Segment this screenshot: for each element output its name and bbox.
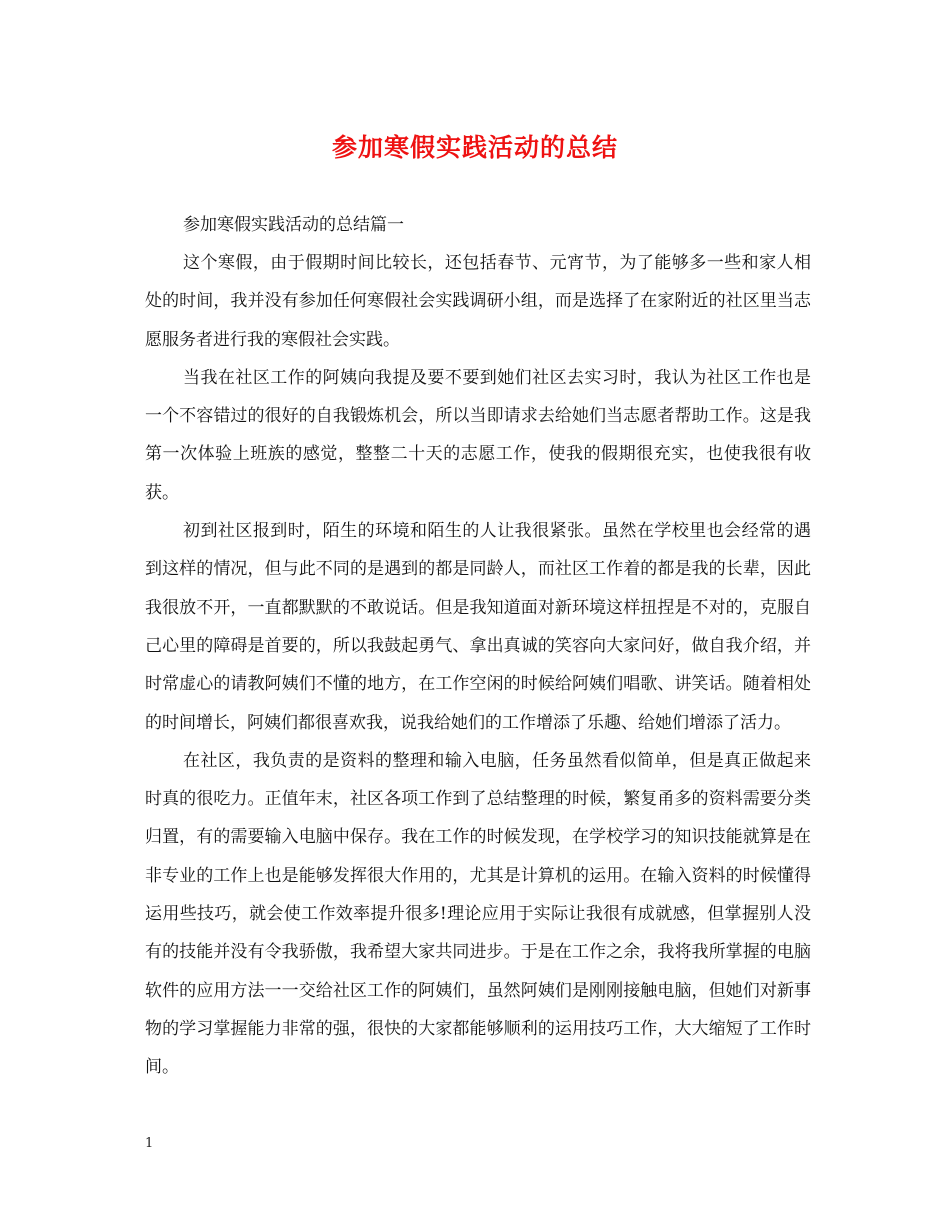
document-title: 参加寒假实践活动的总结: [331, 133, 618, 162]
paragraph-2: 当我在社区工作的阿姨向我提及要不要到她们社区去实习时，我认为社区工作也是一个不容错过的很好的自我锻炼机会，所以当即请求去给她们当志愿者帮助工作。这是我第一次体验上班族的感觉，整整二十天的志愿工作，使我的假期很充实，也使我很有收获。: [145, 367, 811, 503]
section-subtitle: 参加寒假实践活动的总结篇一: [183, 215, 404, 235]
paragraph-3: 初到社区报到时，陌生的环境和陌生的人让我很紧张。虽然在学校里也会经常的遇到这样的情况，但与此不同的是遇到的都是同龄人，而社区工作着的都是我的长辈，因此我很放不开，一直都默默的不敢说话。但是我知道面对新环境这样扭捏是不对的，克服自己心里的障碍是首要的，所以我鼓起勇气、拿出真诚的笑容向大家问好，做自我介绍，并时常虚心的请教阿姨们不懂的地方，在工作空闲的时候给阿姨们唱歌、讲笑话。随着相处的时间增长，阿姨们都很喜欢我，说我给她们的工作增添了乐趣、给她们增添了活力。: [145, 521, 811, 733]
page-number: 1: [145, 1136, 154, 1151]
paragraph-1: 这个寒假，由于假期时间比较长，还包括春节、元宵节，为了能够多一些和家人相处的时间，我并没有参加任何寒假社会实践调研小组，而是选择了在家附近的社区里当志愿服务者进行我的寒假社会实践。: [145, 253, 811, 350]
paragraph-4: 在社区，我负责的是资料的整理和输入电脑，任务虽然看似简单，但是真正做起来时真的很吃力。正值年末，社区各项工作到了总结整理的时候，繁复甬多的资料需要分类归置，有的需要输入电脑中保存。我在工作的时候发现，在学校学习的知识技能就算是在非专业的工作上也是能够发挥很大作用的，尤其是计算机的运用。在输入资料的时候懂得运用些技巧，就会使工作效率提升很多!理论应用于实际让我很有成就感，但掌握别人没有的技能并没有令我骄傲，我希望大家共同进步。于是在工作之余，我将我所掌握的电脑软件的应用方法一一交给社区工作的阿姨们，虽然阿姨们是刚刚接触电脑，但她们对新事物的学习掌握能力非常的强，很快的大家都能够顺利的运用技巧工作，大大缩短了工作时间。: [145, 750, 811, 1078]
document-body: [145, 206, 811, 1087]
